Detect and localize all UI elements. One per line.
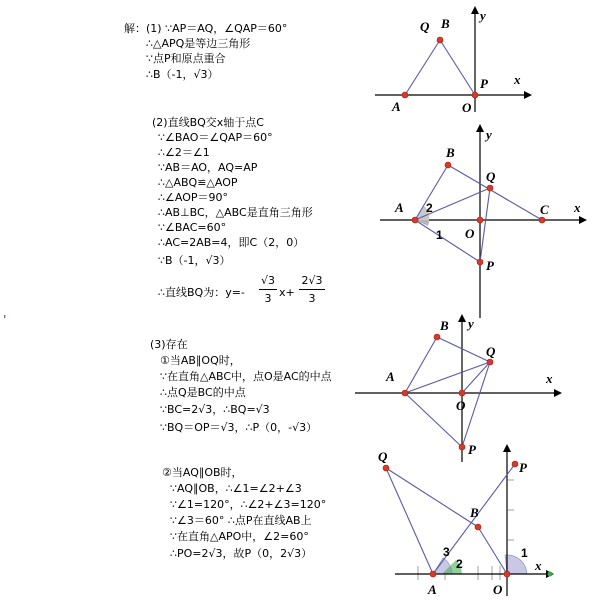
fig2-label-b: B [446, 145, 455, 160]
part1-line-3: ∵点P和原点重合 [146, 52, 226, 65]
fig3-segment-ap [405, 393, 462, 447]
fig3-label-a: A [386, 369, 395, 384]
fig4-label-angle-2: 2 [456, 557, 463, 571]
fig4-point-a [430, 571, 436, 577]
part4-line-2: ∵AQ∥OB，∴∠1=∠2+∠3 [170, 482, 302, 495]
fig3-label-o: O [456, 398, 466, 413]
fig3-segment-aq [405, 362, 490, 393]
fig3-point-a [402, 390, 408, 396]
fig3-label-q: Q [486, 344, 496, 359]
part1-line-4: ∴B（-1，√3） [146, 68, 219, 81]
figure-1 [375, 8, 530, 115]
fig1-label-x: x [514, 72, 521, 87]
fig2-label-a: A [395, 200, 404, 215]
part3-line-4: ∴点Q是BC的中点 [160, 386, 246, 399]
fig2-segment-qp [480, 188, 490, 262]
formula-mid: x+ [279, 286, 295, 299]
fig2-label-q: Q [486, 169, 496, 184]
formula-frac2-num: 2√3 [301, 274, 323, 287]
formula-frac2-den: 3 [308, 292, 316, 305]
formula-frac1-num: √3 [260, 274, 275, 287]
formula-prefix: ∴直线BQ为：y=- [158, 286, 245, 299]
part2-line-7: ∴AB⊥BC，△ABC是直角三角形 [158, 206, 313, 219]
fig4-label-q: Q [378, 449, 388, 464]
fig4-label-b: B [470, 505, 479, 520]
part1-line-1: 解：(1) ∵AP＝AQ，∠QAP＝60° [124, 22, 288, 35]
formula-frac1-den: 3 [264, 292, 272, 305]
figure-2 [380, 126, 585, 318]
fig3-point-p [459, 444, 465, 450]
fig1-label-y: y [480, 8, 486, 23]
fig4-point-o [504, 571, 510, 577]
fig1-label-p: P [480, 76, 488, 91]
fig4-label-a: A [428, 582, 437, 597]
fig2-label-x: x [574, 200, 581, 215]
part4-line-1: ②当AQ∥OB时， [162, 466, 243, 479]
fig1-label-b: B [441, 16, 450, 31]
part2-line-4: ∵AB＝AO，AQ=AP [158, 161, 258, 174]
fig3-segment-qp [462, 362, 490, 447]
figure-3 [355, 316, 560, 462]
fig1-point-b [437, 37, 443, 43]
fig1-segment-ab [405, 40, 440, 95]
fig2-point-c [539, 217, 545, 223]
fig1-point-a [402, 92, 408, 98]
fig1-segment-bo [440, 40, 475, 95]
part3-line-6: ∵BQ＝OP＝√3，∴P（0，-√3） [160, 421, 318, 434]
fig4-label-angle-1: 1 [521, 546, 528, 560]
part2-line-10: ∵B（-1，√3） [158, 254, 231, 267]
part4-line-5: ∵在直角△APO中，∠2=60° [170, 530, 309, 543]
fig3-point-o [459, 390, 465, 396]
part2-line-9: ∴AC=2AB=4，即C（2，0） [158, 236, 305, 249]
fig2-point-a [412, 217, 418, 223]
fig2-label-o: O [465, 226, 475, 241]
part4-line-3: ∵∠1=120°，∴∠2+∠3=120° [170, 498, 327, 511]
fig2-label-p: P [486, 258, 494, 273]
fig2-label-y: y [486, 127, 492, 142]
fig1-point-p [472, 92, 478, 98]
fig2-label-angle-2: 2 [426, 201, 433, 215]
fig1-label-q: Q [420, 19, 430, 34]
part4-line-6: ∴PO=2√3，故P（0，2√3） [170, 547, 313, 560]
fig2-point-b [445, 162, 451, 168]
figure-4 [378, 446, 553, 597]
part1-line-2: ∴△APQ是等边三角形 [146, 37, 251, 50]
fig2-point-p [477, 259, 483, 265]
part2-line-6: ∴∠AOP＝90° [158, 191, 228, 204]
part3-line-5: ∵BC=2√3，∴BQ=√3 [160, 403, 270, 416]
part3-line-2: ①当AB∥OQ时， [160, 354, 241, 367]
fig2-point-o [477, 217, 483, 223]
part4-line-4: ∵∠3＝60° ∴点P在直线AB上 [170, 514, 312, 527]
fig4-point-green [548, 572, 553, 577]
fig4-point-q [383, 465, 389, 471]
fig3-point-q [487, 359, 493, 365]
fig4-label-p: P [519, 460, 527, 475]
fig4-segment-bo [478, 527, 507, 574]
fig3-point-b [434, 334, 440, 340]
part2-line-5: ∴△ABQ≌△AOP [158, 176, 238, 189]
fig2-point-q [487, 185, 493, 191]
fig4-point-p [512, 461, 518, 467]
part3-line-3: ∵在直角△ABC中，点O是AC的中点 [160, 370, 332, 383]
part2-line-8: ∵∠BAC=60° [158, 221, 227, 234]
fig2-label-angle-1: 1 [436, 228, 443, 242]
part2-line-3: ∴∠2＝∠1 [158, 146, 210, 159]
fig4-label-o: O [493, 582, 503, 597]
fig3-segment-bq [437, 337, 490, 362]
fig3-label-x: x [546, 371, 553, 386]
fig3-label-y: y [468, 316, 474, 331]
part3-line-1: (3)存在 [150, 338, 188, 351]
fig4-segment-qb [386, 468, 478, 527]
part2-line-1: (2)直线BQ交x轴于点C [152, 116, 264, 129]
fig4-point-b [475, 524, 481, 530]
part2-line-2: ∵∠BAO＝∠QAP＝60° [158, 131, 273, 144]
fig3-label-p: P [468, 442, 476, 457]
fig3-label-b: B [440, 318, 449, 333]
fig1-label-a: A [392, 99, 401, 114]
fig2-label-c: C [540, 202, 549, 217]
fig4-label-x: x [535, 558, 542, 573]
stray-mark: ' [3, 313, 7, 326]
fig4-label-angle-3: 3 [443, 545, 450, 559]
fig1-label-o: O [462, 100, 472, 115]
fig4-segment-qa [386, 468, 433, 574]
fig3-segment-ab [405, 337, 437, 393]
